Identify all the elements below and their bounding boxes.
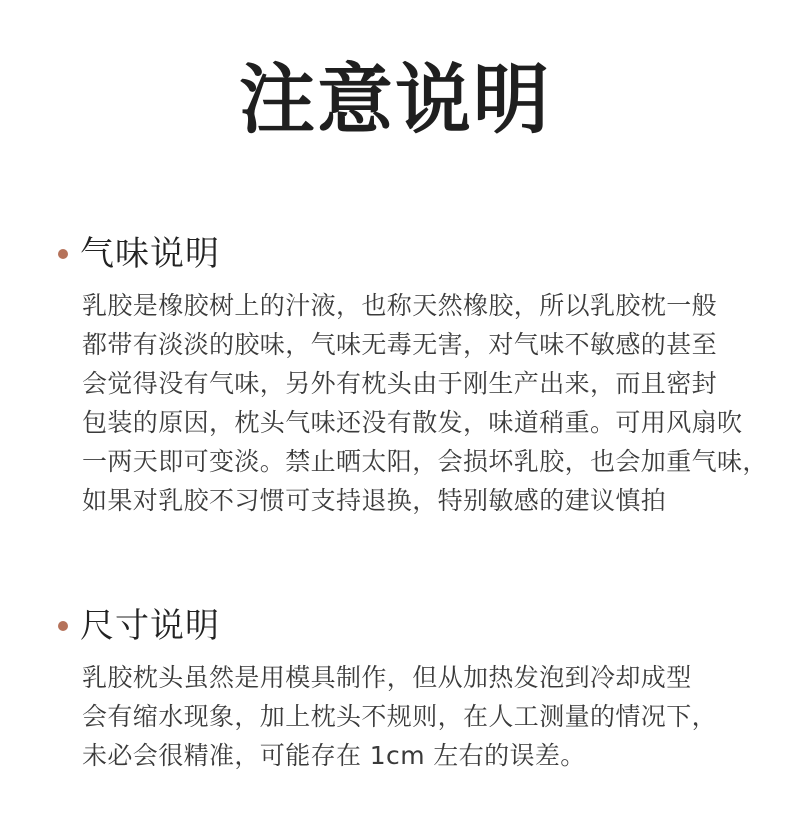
section-heading-text: 气味说明 <box>80 234 220 274</box>
section-heading <box>58 232 738 276</box>
section-heading <box>58 604 738 648</box>
paragraph-line: 如果对乳胶不习惯可支持退换，特别敏感的建议慎拍 <box>82 486 667 515</box>
paragraph-line: 都带有淡淡的胶味，气味无毒无害，对气味不敏感的甚至 <box>82 330 718 359</box>
section-paragraph <box>82 658 732 775</box>
section-size <box>58 604 738 775</box>
section-heading-text: 尺寸说明 <box>80 606 220 646</box>
paragraph-line: 未必会很精准，可能存在 1cm 左右的误差。 <box>82 741 586 770</box>
paragraph-line: 乳胶枕头虽然是用模具制作，但从加热发泡到冷却成型 <box>82 663 692 692</box>
paragraph-line: 包装的原因，枕头气味还没有散发，味道稍重。可用风扇吹 <box>82 408 743 437</box>
bullet-dot-icon <box>58 249 68 259</box>
paragraph-line: 乳胶是橡胶树上的汁液，也称天然橡胶，所以乳胶枕一般 <box>82 291 718 320</box>
section-paragraph <box>82 286 768 520</box>
paragraph-line: 会有缩水现象，加上枕头不规则，在人工测量的情况下， <box>82 702 718 731</box>
bullet-dot-icon <box>58 621 68 631</box>
paragraph-line: 会觉得没有气味，另外有枕头由于刚生产出来，而且密封 <box>82 369 718 398</box>
section-odor <box>58 232 768 520</box>
paragraph-line: 一两天即可变淡。禁止晒太阳，会损坏乳胶，也会加重气味， <box>82 447 768 476</box>
page-title: 注意说明 <box>239 55 551 144</box>
